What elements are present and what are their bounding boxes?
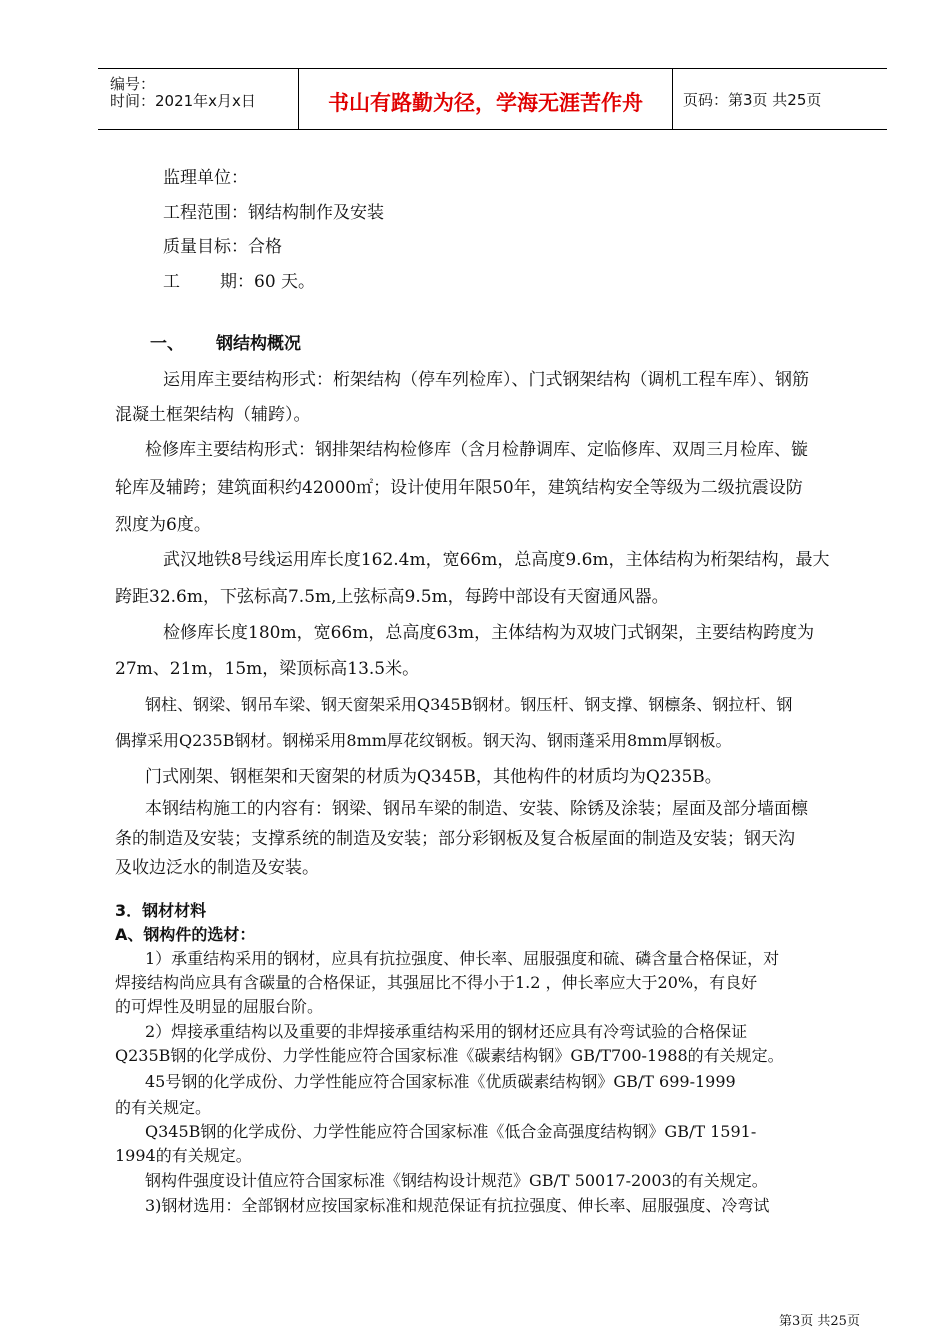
paragraph-line: 及收边泛水的制造及安装。 [115, 858, 319, 878]
header-motto-cell [299, 69, 673, 129]
paragraph-line: 跨距32.6m，下弦标高7.5m,上弦标高9.5m，每跨中部设有天窗通风器。 [115, 587, 669, 607]
paragraph-line: 本钢结构施工的内容有：钢梁、钢吊车梁的制造、安装、除锈及涂装；屋面及部分墙面檩 [145, 799, 808, 819]
material-line: 3)钢材选用：全部钢材应按国家标准和规范保证有抗拉强度、伸长率、屈服强度、冷弯试 [145, 1196, 770, 1215]
header-page-cell [673, 69, 887, 129]
header-motto: 书山有路勤为径，学海无涯苦作舟 [328, 91, 643, 115]
section-3-subtitle: A、钢构件的选材： [115, 925, 256, 944]
section-1-number: 一、 [150, 334, 184, 354]
quality-line: 质量目标：合格 [163, 237, 282, 257]
material-line: 的有关规定。 [115, 1098, 212, 1117]
paragraph-line: 烈度为6度。 [115, 515, 211, 535]
header-page-number: 页码：第3页 共25页 [683, 91, 822, 109]
document-time-label: 时间：2021年x月x日 [110, 92, 256, 110]
supervisor-line: 监理单位： [163, 168, 248, 188]
material-line: 45号钢的化学成份、力学性能应符合国家标准《优质碳素结构钢》GB/T 699-1999 [145, 1072, 736, 1091]
paragraph-line: 偶撑采用Q235B钢材。钢梯采用8mm厚花纹钢板。钢天沟、钢雨蓬采用8mm厚钢板。 [115, 731, 732, 750]
paragraph-line: 武汉地铁8号线运用库长度162.4m，宽66m，总高度9.6m，主体结构为桁架结构，最大 [163, 550, 830, 570]
paragraph-line: 检修库长度180m，宽66m，总高度63m，主体结构为双坡门式钢架，主要结构跨度为 [163, 623, 815, 643]
paragraph-line: 检修库主要结构形式：钢排架结构检修库（含月检静调库、定临修库、双周三月检库、镟 [145, 440, 808, 460]
paragraph-line: 钢柱、钢梁、钢吊车梁、钢天窗架采用Q345B钢材。钢压杆、钢支撑、钢檩条、钢拉杆、钢 [145, 695, 793, 714]
period-value: 期：60 天。 [220, 272, 316, 292]
paragraph-line: 门式刚架、钢框架和天窗架的材质为Q345B，其他构件的材质均为Q235B。 [145, 767, 722, 787]
material-line: 焊接结构尚应具有含碳量的合格保证，其强屈比不得小于1.2 ，伸长率应大于20%，有良好 [115, 973, 758, 992]
material-line: 1994的有关规定。 [115, 1146, 252, 1165]
period-label: 工 [163, 272, 180, 292]
scope-line: 工程范围：钢结构制作及安装 [163, 203, 384, 223]
paragraph-line: 运用库主要结构形式：桁架结构（停车列检库）、门式钢架结构（调机工程车库）、钢筋 [163, 370, 809, 390]
material-line: 1）承重结构采用的钢材，应具有抗拉强度、伸长率、屈服强度和硫、磷含量合格保证，对 [145, 949, 780, 968]
section-3-title: 3．钢材材料 [115, 901, 207, 920]
footer-page-number: 第3页 共25页 [779, 1314, 860, 1329]
material-line: Q345B钢的化学成份、力学性能应符合国家标准《低合金高强度结构钢》GB/T 1591- [145, 1122, 757, 1141]
section-1-title: 钢结构概况 [216, 334, 301, 354]
header-table [98, 68, 887, 130]
paragraph-line: 轮库及辅跨；建筑面积约42000㎡；设计使用年限50年，建筑结构安全等级为二级抗震设防 [115, 478, 803, 498]
material-line: Q235B钢的化学成份、力学性能应符合国家标准《碳素结构钢》GB/T700-1988的有关规定。 [115, 1046, 784, 1065]
paragraph-line: 混凝土框架结构（辅跨）。 [115, 405, 311, 425]
document-number-label: 编号： [110, 75, 156, 93]
material-line: 钢构件强度设计值应符合国家标准《钢结构设计规范》GB/T 50017-2003的有关规定。 [145, 1171, 768, 1190]
material-line: 2）焊接承重结构以及重要的非焊接承重结构采用的钢材还应具有冷弯试验的合格保证 [145, 1022, 748, 1041]
material-line: 的可焊性及明显的屈服台阶。 [115, 997, 324, 1016]
header-meta-cell [98, 69, 299, 129]
paragraph-line: 条的制造及安装；支撑系统的制造及安装；部分彩钢板及复合板屋面的制造及安装；钢天沟 [115, 829, 795, 849]
paragraph-line: 27m、21m，15m，梁顶标高13.5米。 [115, 659, 420, 679]
